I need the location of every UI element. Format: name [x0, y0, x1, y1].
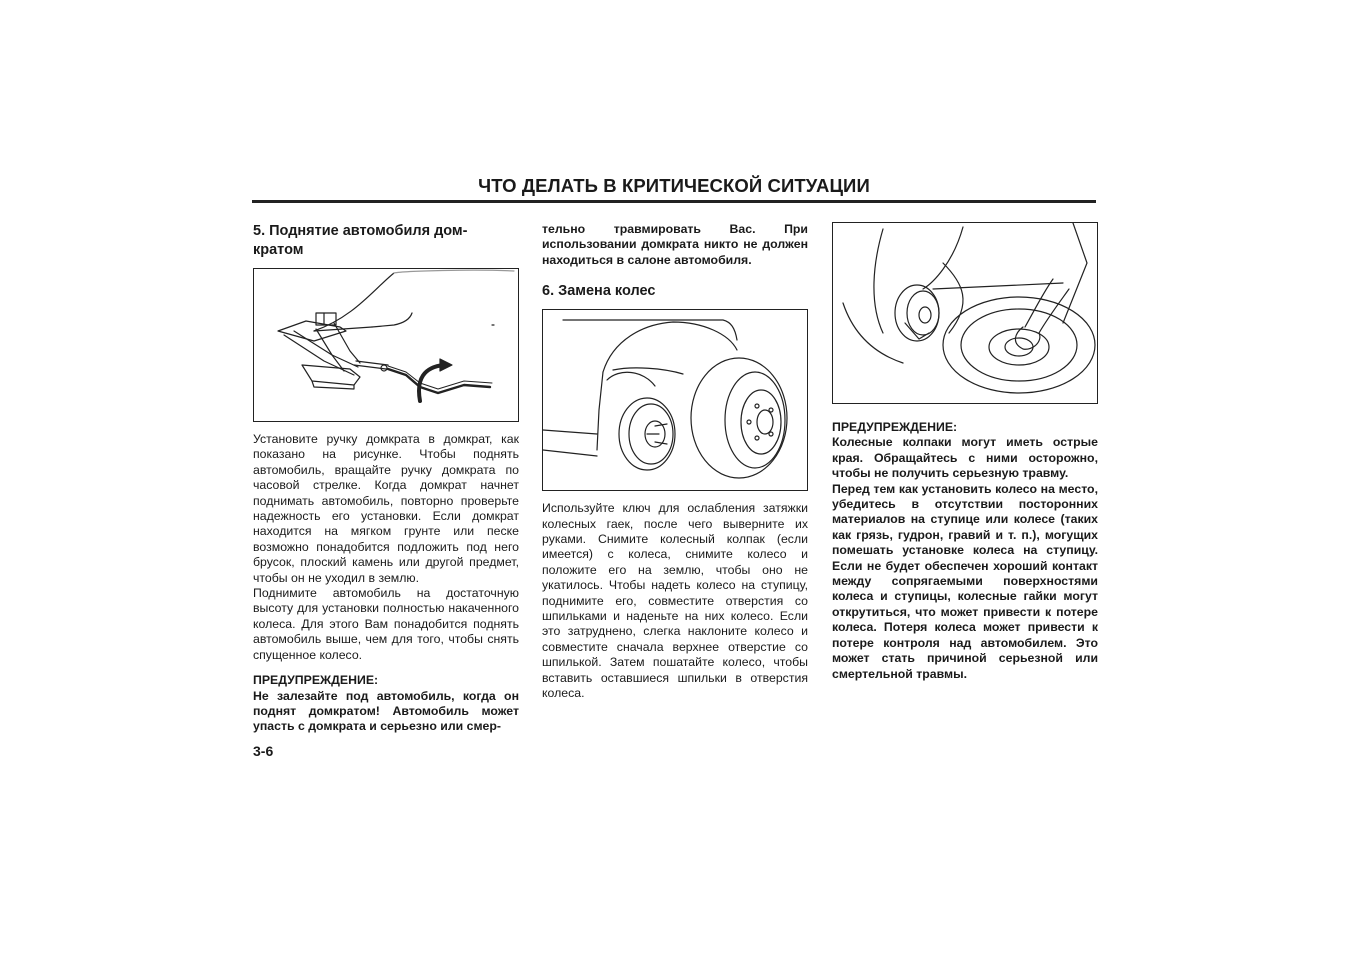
page-title: ЧТО ДЕЛАТЬ В КРИТИЧЕСКОЙ СИТУАЦИИ [478, 175, 870, 196]
warning-text-part-2: тельно травмировать Вас. При использовании домкрата никто не должен находиться в салоне автомобиля. [542, 222, 808, 267]
page-number: 3-6 [253, 743, 274, 759]
wheel-install-illustration-icon [833, 223, 1096, 402]
warning-heading-left: ПРЕДУПРЕЖДЕНИЕ: [253, 673, 379, 688]
section-5-title [253, 222, 519, 260]
warning-text-part-1: Не залезайте под автомобиль, когда он поднят домкратом! Автомобиль может упасть с домкрата и серьезно или смер- [253, 688, 519, 734]
section-6-paragraph-1: Используйте ключ для ослабления затяжки колесных гаек, после чего выверните их руками. Снимите колесный колпак (если имеется) с колеса, снимите колесо и положите его на землю, чтобы оно не укатилось. Чтобы надеть колесо на ступицу, поднимите его, совместите отверстия со шпильками и наденьте на них колесо. Если это затруднено, слегка наклоните колесо и совместите сначала верхнее отверстие со шпилькой. Затем пошатайте колесо, чтобы вставить оставшиеся шпильки в отверстия колеса. [542, 501, 808, 701]
jack-figure [253, 268, 519, 422]
section-6-title: 6. Замена колес [542, 283, 656, 300]
wheel-removal-illustration-icon [543, 310, 806, 489]
wheel-install-figure [832, 222, 1098, 404]
wheel-removal-figure [542, 309, 808, 491]
section-5-paragraph-1: Установите ручку домкрата в домкрат, как показано на рисунке. Чтобы поднять автомобиль, вращайте ручку домкрата по часовой стрелке. Когда домкрат начнет поднимать автомобиль, повторно проверьте надежность его установки. Если домкрат находится на мягком грунте или песке возможно понадобится подложить под него брусок, плоский камень или другой предмет, чтобы он не уходил в землю. [253, 432, 519, 585]
warning-right-paragraph-2: Перед тем как установить колесо на место, убедитесь в отсутствии посторонних материалов на ступице или колесе (таких как грязь, гудрон, гравий и т. п.), могущих помешать установке колеса на ступицу. Если не будет обеспечен хороший контакт между сопрягаемыми поверхностями колеса и ступицы, колесные гайки могут открутиться, что может привести к потере колеса. Потеря колеса может привести к потере контроля над автомобилем. Это может стать причиной серьезной или смертельной травмы. [832, 481, 1098, 681]
column-left [253, 222, 519, 735]
jack-illustration-icon [254, 269, 517, 420]
header-rule [252, 200, 1096, 203]
section-5-title-line1: 5. Поднятие автомобиля дом- [253, 223, 468, 239]
column-middle [542, 222, 808, 702]
column-right [832, 222, 1098, 682]
warning-heading-right: ПРЕДУПРЕЖДЕНИЕ: [832, 420, 958, 434]
warning-right-paragraph-1: Колесные колпаки могут иметь острые края. Обращайтесь с ними осторожно, чтобы не получить серьезную травму. [832, 435, 1098, 481]
section-5-paragraph-2: Поднимите автомобиль на достаточную высоту для установки полностью накаченного колеса. Для этого Вам понадобится поднять автомобиль выше, чем для того, чтобы снять спущенное колесо. [253, 586, 519, 662]
section-5-title-line2: кратом [253, 242, 304, 258]
